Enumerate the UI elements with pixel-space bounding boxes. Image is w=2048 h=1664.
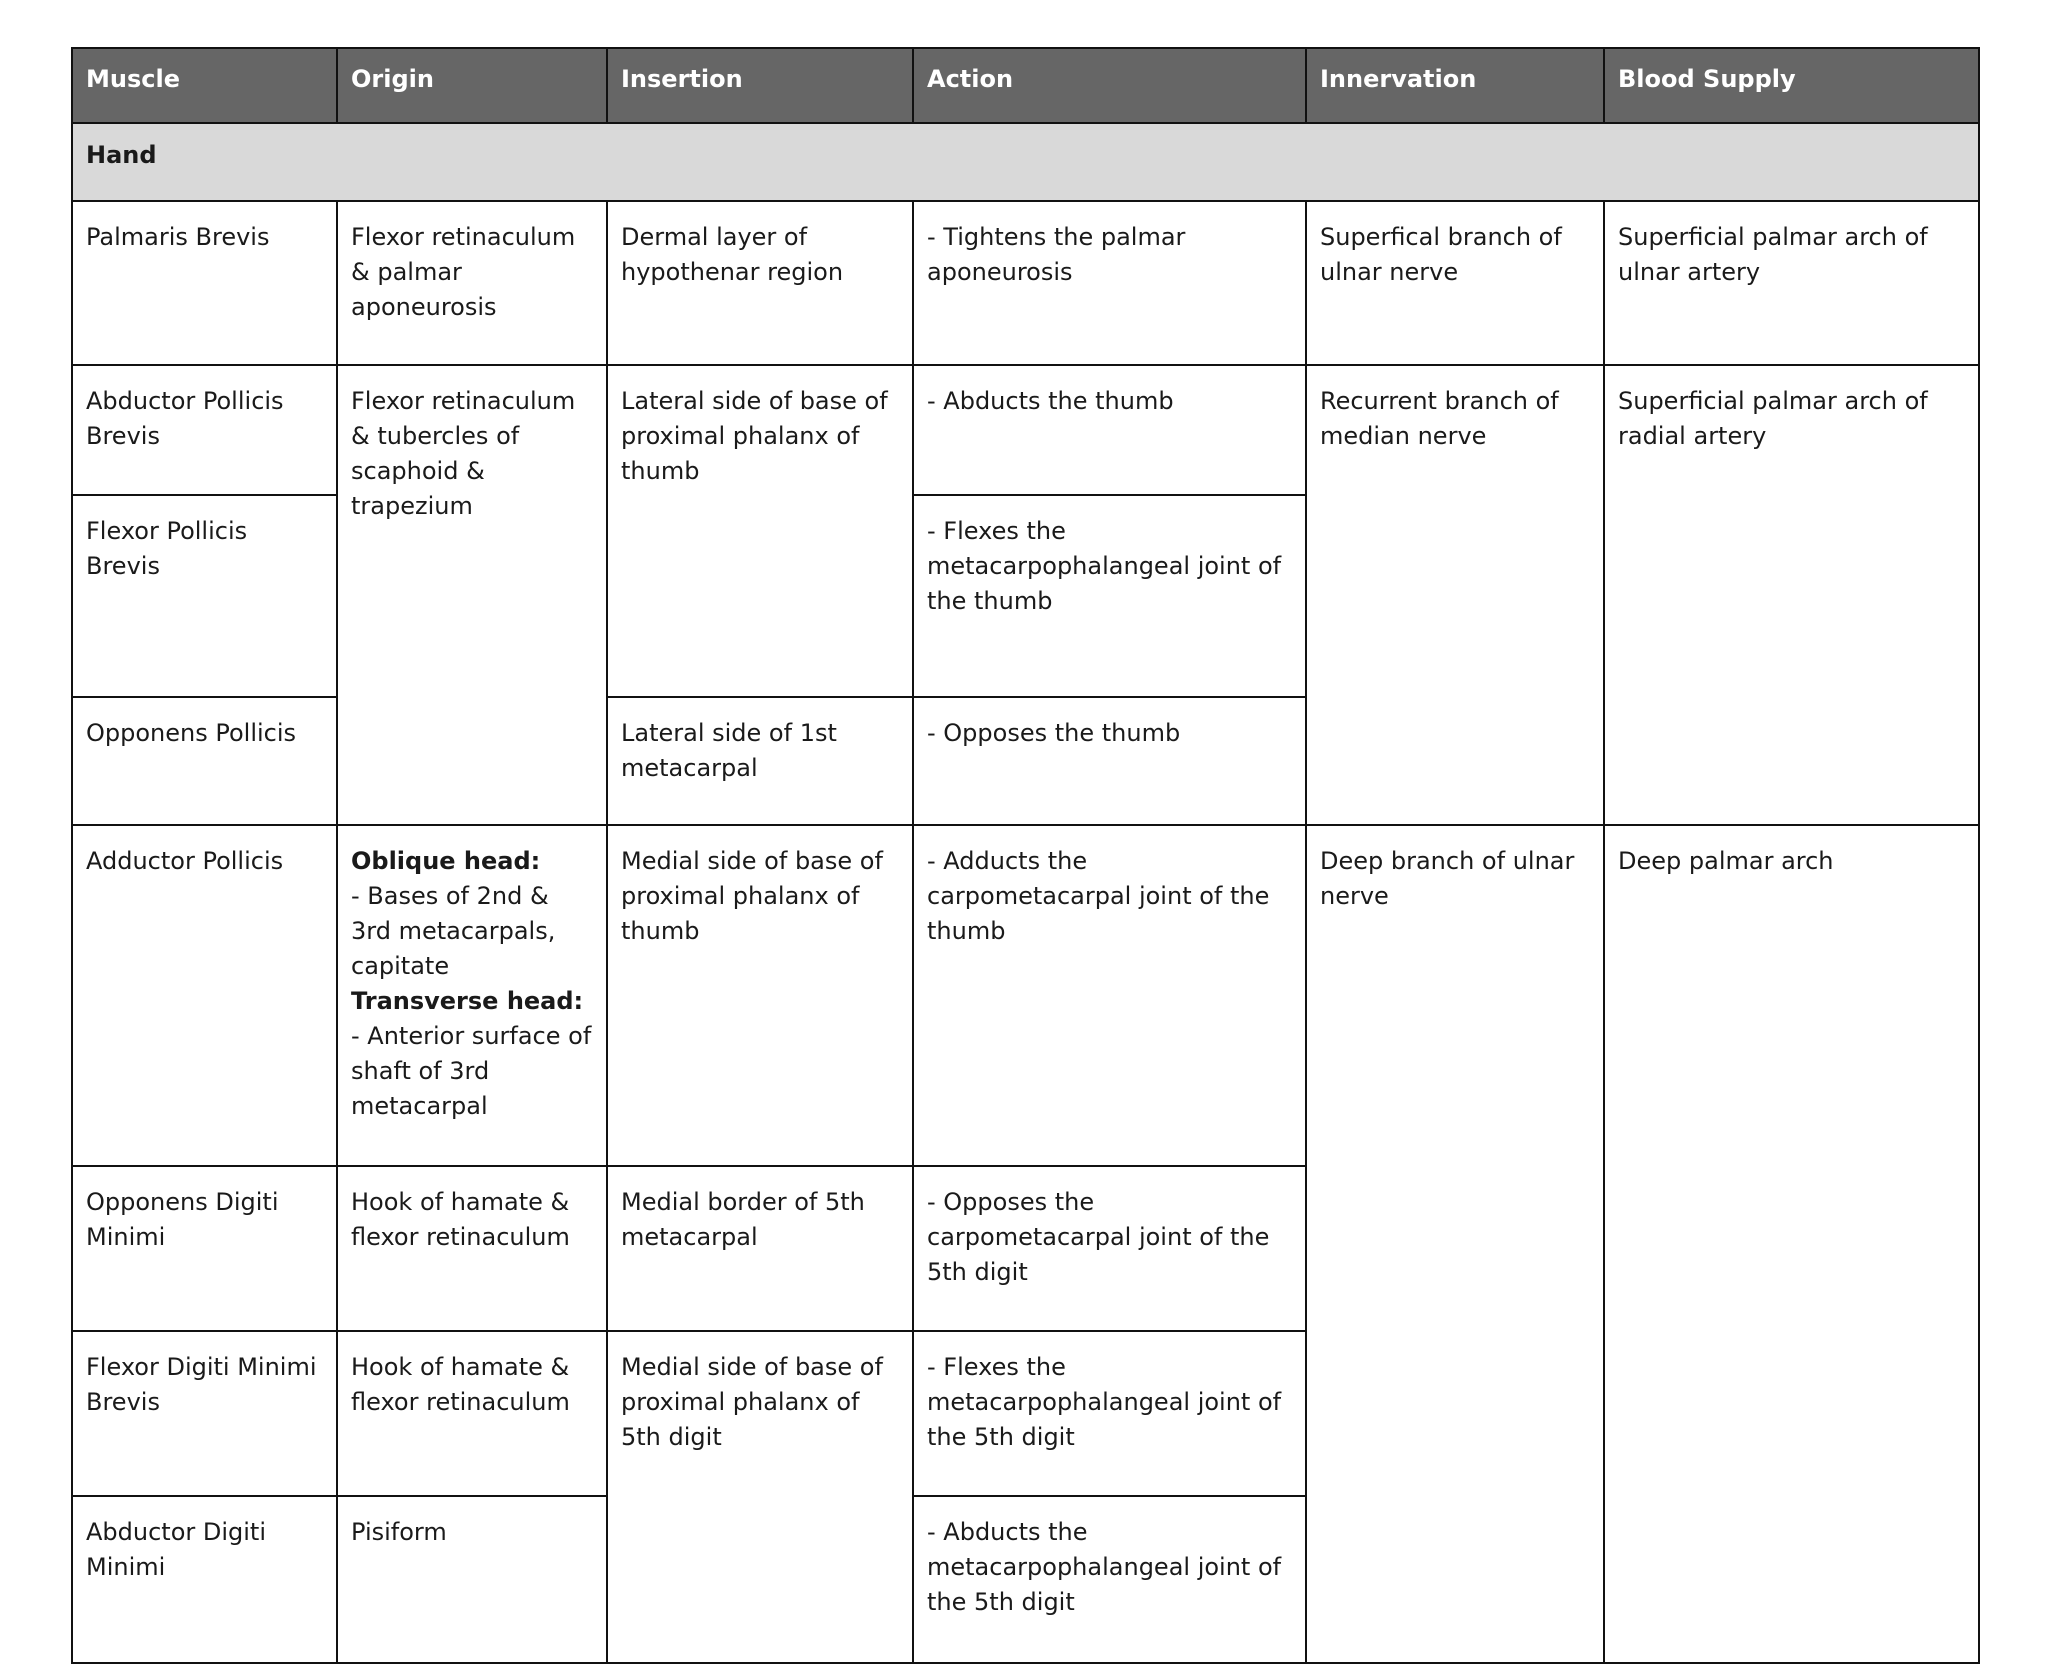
oblique-head-text: - Bases of 2nd & 3rd metacarpals, capitate — [351, 882, 556, 980]
muscle-cell: Abductor Pollicis Brevis — [72, 365, 337, 495]
muscle-table — [71, 47, 1980, 1664]
table-row — [72, 825, 1979, 1166]
muscle-cell: Adductor Pollicis — [72, 825, 337, 1166]
insertion-cell: Medial side of base of proximal phalanx of thumb — [607, 825, 913, 1166]
muscle-cell: Palmaris Brevis — [72, 201, 337, 365]
action-cell: - Opposes the thumb — [913, 697, 1306, 825]
action-cell: - Abducts the thumb — [913, 365, 1306, 495]
oblique-head-label: Oblique head: — [351, 847, 541, 875]
insertion-cell: Medial side of base of proximal phalanx of 5th digit — [607, 1331, 913, 1663]
header-insertion: Insertion — [607, 48, 913, 123]
action-cell: - Tightens the palmar aponeurosis — [913, 201, 1306, 365]
header-innervation: Innervation — [1306, 48, 1604, 123]
innervation-cell: Deep branch of ulnar nerve — [1306, 825, 1604, 1663]
insertion-cell: Lateral side of 1st metacarpal — [607, 697, 913, 825]
table-row — [72, 201, 1979, 365]
transverse-head-label: Transverse head: — [351, 987, 584, 1015]
muscle-cell: Opponens Pollicis — [72, 697, 337, 825]
origin-cell: Pisiform — [337, 1496, 607, 1663]
action-cell: - Flexes the metacarpophalangeal joint of the 5th digit — [913, 1331, 1306, 1496]
muscle-cell: Opponens Digiti Minimi — [72, 1166, 337, 1331]
header-origin: Origin — [337, 48, 607, 123]
header-muscle: Muscle — [72, 48, 337, 123]
action-cell: - Opposes the carpometacarpal joint of the 5th digit — [913, 1166, 1306, 1331]
transverse-head-text: - Anterior surface of shaft of 3rd metacarpal — [351, 1022, 592, 1120]
insertion-cell: Medial border of 5th metacarpal — [607, 1166, 913, 1331]
origin-cell: Flexor retinaculum & tubercles of scaphoid & trapezium — [337, 365, 607, 825]
muscle-cell: Abductor Digiti Minimi — [72, 1496, 337, 1663]
header-row — [72, 48, 1979, 123]
origin-cell: Hook of hamate & flexor retinaculum — [337, 1166, 607, 1331]
section-label: Hand — [72, 123, 1979, 201]
action-cell: - Abducts the metacarpophalangeal joint of the 5th digit — [913, 1496, 1306, 1663]
header-action: Action — [913, 48, 1306, 123]
insertion-cell: Lateral side of base of proximal phalanx of thumb — [607, 365, 913, 697]
blood-supply-cell: Superficial palmar arch of radial artery — [1604, 365, 1979, 825]
innervation-cell: Recurrent branch of median nerve — [1306, 365, 1604, 825]
action-cell: - Adducts the carpometacarpal joint of the thumb — [913, 825, 1306, 1166]
origin-cell — [337, 825, 607, 1166]
section-row-hand — [72, 123, 1979, 201]
origin-cell: Hook of hamate & flexor retinaculum — [337, 1331, 607, 1496]
muscle-cell: Flexor Digiti Minimi Brevis — [72, 1331, 337, 1496]
blood-supply-cell: Deep palmar arch — [1604, 825, 1979, 1663]
table-row — [72, 365, 1979, 495]
blood-supply-cell: Superficial palmar arch of ulnar artery — [1604, 201, 1979, 365]
insertion-cell: Dermal layer of hypothenar region — [607, 201, 913, 365]
origin-cell: Flexor retinaculum & palmar aponeurosis — [337, 201, 607, 365]
muscle-cell: Flexor Pollicis Brevis — [72, 495, 337, 697]
action-cell: - Flexes the metacarpophalangeal joint of the thumb — [913, 495, 1306, 697]
header-blood-supply: Blood Supply — [1604, 48, 1979, 123]
innervation-cell: Superfical branch of ulnar nerve — [1306, 201, 1604, 365]
